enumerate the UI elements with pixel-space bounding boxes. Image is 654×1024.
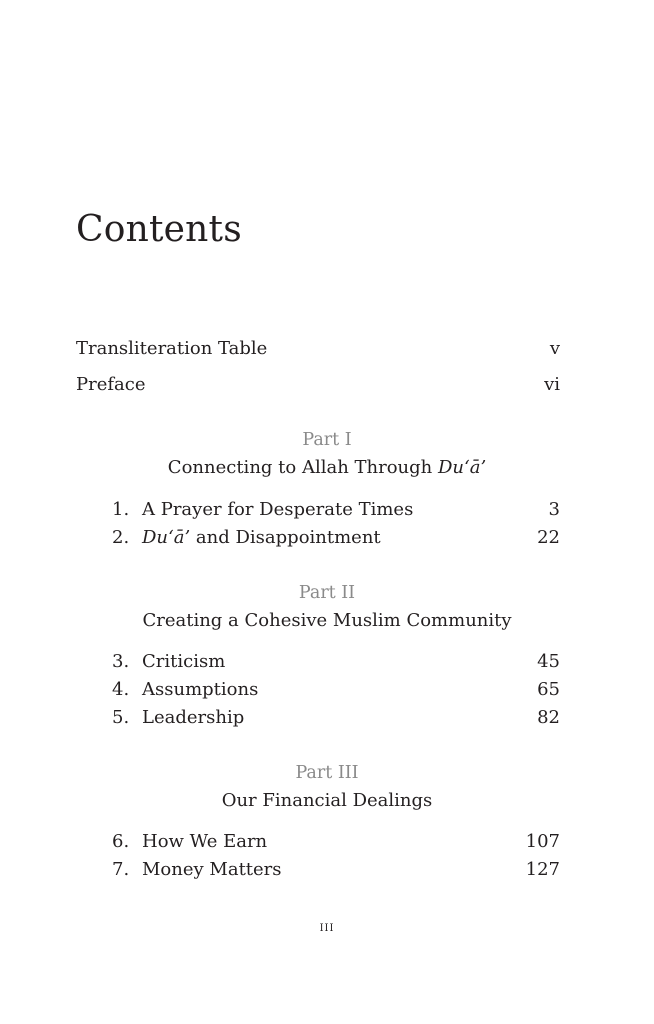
toc-entry-page: 45 bbox=[537, 651, 560, 672]
part-title-emphasis: Du‘ā’ bbox=[437, 457, 487, 478]
toc-entry-page: 65 bbox=[537, 679, 560, 700]
toc-entry-preface[interactable] bbox=[76, 374, 560, 396]
chapter-title-text: Leadership bbox=[142, 707, 245, 728]
chapter-number: 2. bbox=[112, 527, 130, 548]
chapter-title-emphasis: Du‘ā’ bbox=[142, 527, 191, 548]
chapter-number: 1. bbox=[112, 499, 130, 520]
chapter-number: 5. bbox=[112, 707, 130, 728]
chapter-number: 3. bbox=[112, 651, 130, 672]
chapter-title-text: A Prayer for Desperate Times bbox=[142, 499, 414, 520]
chapter-title-text: How We Earn bbox=[142, 831, 268, 852]
toc-entry-page: v bbox=[549, 338, 560, 359]
part-title-text: Connecting to Allah Through bbox=[167, 457, 438, 478]
page-title: Contents bbox=[76, 209, 242, 250]
part-1-label: Part I bbox=[302, 430, 352, 450]
toc-entry-page: 3 bbox=[548, 499, 560, 520]
chapter-title bbox=[142, 707, 244, 729]
page-number: iii bbox=[319, 919, 335, 935]
chapter-number: 7. bbox=[112, 859, 130, 880]
toc-entry-label: Transliteration Table bbox=[76, 338, 268, 359]
part-2-label: Part II bbox=[298, 583, 356, 603]
toc-entry-chapter-6[interactable] bbox=[112, 831, 560, 853]
part-title-text: Creating a Cohesive Muslim Community bbox=[142, 610, 512, 631]
part-3-label: Part III bbox=[295, 763, 359, 783]
toc-entry-page: vi bbox=[544, 374, 560, 395]
toc-entry-page: 107 bbox=[525, 831, 560, 852]
toc-entry-chapter-5[interactable] bbox=[112, 707, 560, 729]
chapter-title bbox=[142, 679, 258, 701]
chapter-title bbox=[142, 527, 381, 549]
toc-entry-transliteration-table[interactable] bbox=[76, 338, 560, 360]
chapter-number: 6. bbox=[112, 831, 130, 852]
chapter-title bbox=[142, 499, 413, 521]
chapter-title-text: Assumptions bbox=[142, 679, 259, 700]
toc-entry-page: 82 bbox=[537, 707, 560, 728]
toc-entry-chapter-2[interactable] bbox=[112, 527, 560, 549]
chapter-title bbox=[142, 651, 225, 673]
part-1-title bbox=[0, 457, 654, 479]
chapter-title bbox=[142, 831, 267, 853]
part-2-title bbox=[0, 610, 654, 632]
part-title-text: Our Financial Dealings bbox=[221, 790, 433, 811]
toc-entry-label: Preface bbox=[76, 374, 146, 395]
toc-entry-chapter-3[interactable] bbox=[112, 651, 560, 673]
toc-entry-page: 22 bbox=[537, 527, 560, 548]
chapter-title-text: and Disappointment bbox=[190, 527, 381, 548]
toc-entry-chapter-4[interactable] bbox=[112, 679, 560, 701]
chapter-title bbox=[142, 859, 282, 881]
toc-entry-page: 127 bbox=[525, 859, 560, 880]
toc-entry-chapter-7[interactable] bbox=[112, 859, 560, 881]
chapter-number: 4. bbox=[112, 679, 130, 700]
chapter-title-text: Criticism bbox=[142, 651, 226, 672]
toc-entry-chapter-1[interactable] bbox=[112, 499, 560, 521]
part-3-title bbox=[0, 790, 654, 812]
chapter-title-text: Money Matters bbox=[142, 859, 282, 880]
